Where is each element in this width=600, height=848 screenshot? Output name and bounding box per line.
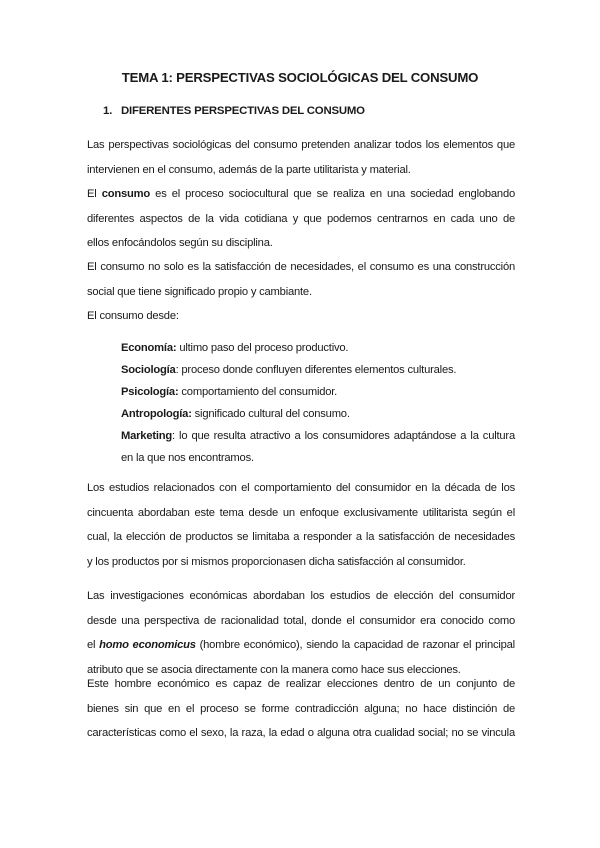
list-term: Antropología: (121, 408, 192, 420)
paragraph-line: Los estudios relacionados con el comportamiento del consumidor en la década de los (87, 482, 515, 494)
paragraph-line: El consumo no solo es la satisfacción de necesidades, el consumo es una construcción (87, 261, 515, 273)
list-item-continuation: en la que nos encontramos. (121, 452, 254, 464)
list-term: Marketing (121, 430, 173, 442)
section-label: DIFERENTES PERSPECTIVAS DEL CONSUMO (121, 105, 365, 117)
paragraph-line (87, 633, 515, 658)
list-term: Psicología: (121, 386, 179, 398)
paragraph-line: cincuenta abordaban este tema desde un enfoque exclusivamente utilitarista según el (87, 506, 515, 519)
section-heading (103, 105, 365, 117)
paragraph-investigaciones (87, 584, 515, 682)
text-intro: El (87, 188, 97, 200)
paragraph-line: desde una perspectiva de racionalidad total, donde el consumidor era conocido como (87, 614, 515, 627)
list-item (121, 359, 515, 381)
paragraph-line: social que tiene significado propio y cambiante. (87, 285, 312, 298)
list-text: comportamiento del consumidor. (181, 386, 338, 398)
list-item (121, 425, 515, 447)
paragraph-consumo-definicion (87, 182, 515, 256)
paragraph-construccion-social (87, 255, 515, 304)
list-text: ultimo paso del proceso productivo. (179, 342, 349, 354)
paragraph-line: bienes sin que en el proceso se forme contradicción alguna; no hace distinción de (87, 702, 515, 715)
term-consumo: consumo (101, 188, 151, 200)
text-rest: (hombre económico), siendo la capacidad de razonar el principal (199, 639, 515, 651)
paragraph-consumo-desde: El consumo desde: (87, 310, 179, 322)
list-term: Sociología (121, 364, 176, 376)
paragraph-line: intervienen en el consumo, además de la parte utilitarista y material. (87, 163, 411, 176)
list-item (121, 337, 515, 359)
list-text: : lo que resulta atractivo a los consumidores adaptándose a la cultura (172, 430, 515, 442)
paragraph-line: ellos enfocándolos según su disciplina. (87, 237, 273, 249)
list-text: significado cultural del consumo. (194, 408, 350, 420)
disciplines-list (121, 337, 515, 469)
list-text: : proceso donde confluyen diferentes elementos culturales. (175, 364, 457, 376)
paragraph-line (87, 182, 515, 207)
document-title: TEMA 1: PERSPECTIVAS SOCIOLÓGICAS DEL CONSUMO (121, 70, 479, 85)
paragraph-line: características como el sexo, la raza, la edad o alguna otra cualidad social; no se vincula (87, 727, 515, 739)
paragraph-line: Las perspectivas sociológicas del consumo pretenden analizar todos los elementos que (87, 139, 515, 151)
text-pre: el (87, 639, 96, 651)
paragraph-line: atributo que se asocia directamente con la manera como hace sus elecciones. (87, 663, 461, 676)
paragraph-estudios (87, 476, 515, 574)
list-item (121, 381, 515, 403)
paragraph-line: Las investigaciones económicas abordaban los estudios de elección del consumidor (87, 590, 515, 602)
section-number: 1. (103, 105, 113, 117)
list-term: Economía: (121, 342, 177, 354)
paragraph-line: Este hombre económico es capaz de realizar elecciones dentro de un conjunto de (87, 678, 515, 690)
list-item (121, 403, 515, 425)
term-homo-economicus: homo economicus (99, 639, 196, 651)
paragraph-hombre-economico (87, 672, 515, 746)
paragraph-line: cual, la elección de productos se limitaba a responder a la satisfacción de necesidades (87, 531, 515, 543)
text-rest: es el proceso sociocultural que se realiza en una sociedad englobando (155, 188, 515, 200)
paragraph-line: y los productos por si mismos proporcionasen dicha satisfacción al consumidor. (87, 555, 466, 568)
paragraph-line: diferentes aspectos de la vida cotidiana y que podemos centrarnos en cada uno de (87, 212, 515, 225)
paragraph-perspectivas (87, 133, 515, 182)
